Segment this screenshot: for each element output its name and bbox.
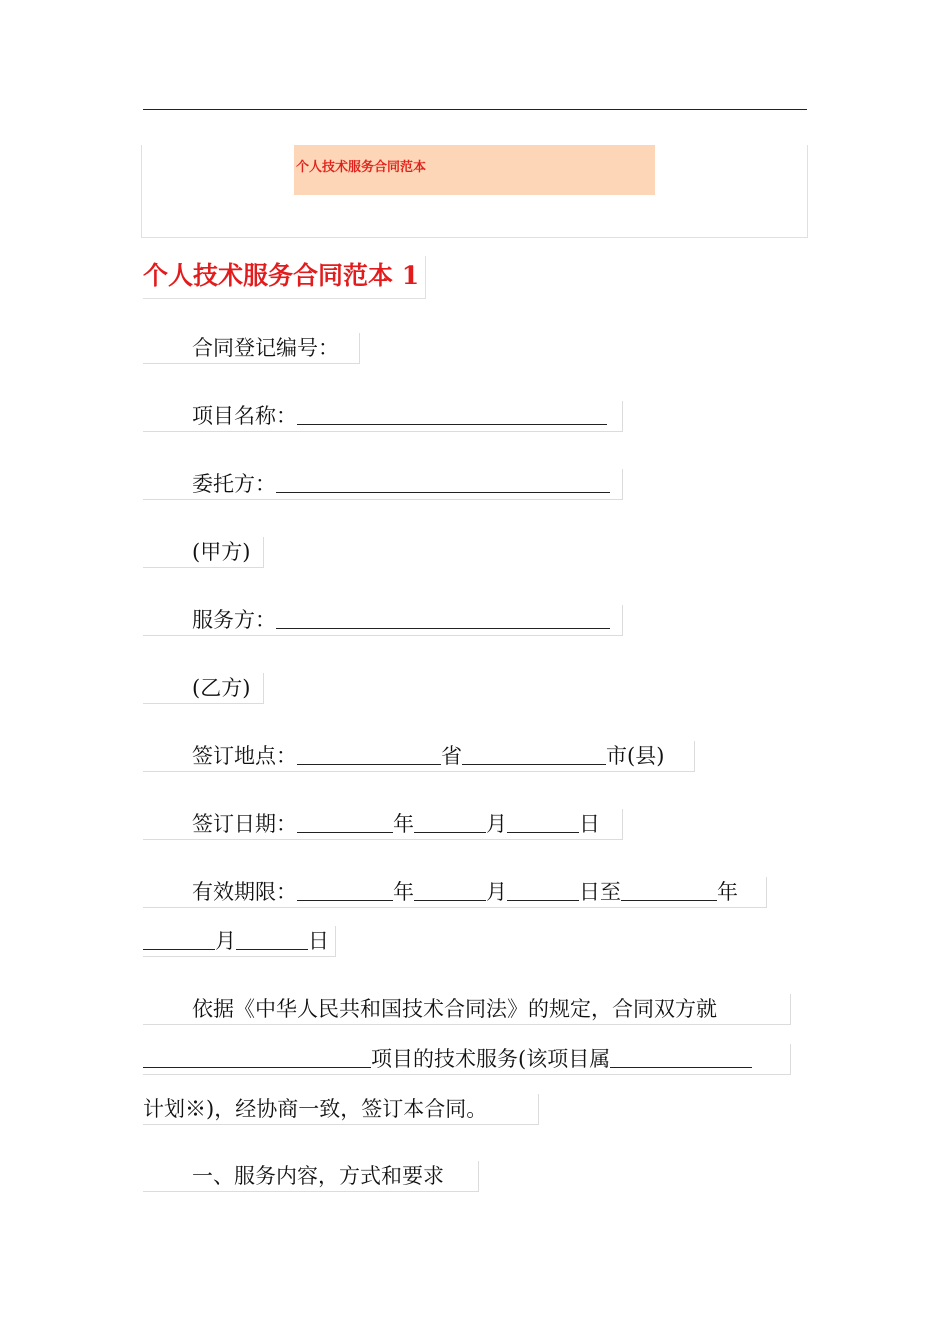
signing-place-line — [143, 741, 695, 772]
paragraph-text-3: 计划※)，经协商一致，签订本合同。 — [143, 1097, 488, 1121]
end-day-blank — [236, 929, 308, 950]
validity-label: 有效期限： — [192, 880, 297, 904]
project-name-label: 项目名称： — [192, 404, 297, 428]
paragraph-line-3 — [143, 1094, 539, 1125]
end-month-label: 月 — [215, 929, 236, 953]
validity-line-continued — [143, 926, 336, 957]
party-b-line — [143, 673, 264, 704]
signing-date-label: 签订日期： — [192, 812, 297, 836]
document-title: 个人技术服务合同范本 1 — [143, 256, 426, 299]
validity-line — [143, 877, 767, 908]
year-label: 年 — [393, 812, 414, 836]
month-label: 月 — [486, 812, 507, 836]
client-label: 委托方： — [192, 472, 276, 496]
province-blank — [297, 744, 441, 765]
party-b-label: (乙方) — [192, 676, 251, 700]
start-day-label: 日至 — [579, 880, 621, 904]
start-year-label: 年 — [393, 880, 414, 904]
day-blank — [507, 812, 579, 833]
provider-label: 服务方： — [192, 608, 276, 632]
registration-number-label: 合同登记编号： — [192, 336, 339, 360]
paragraph-line-2 — [143, 1044, 791, 1075]
provider-line — [143, 605, 623, 636]
end-month-blank — [143, 929, 215, 950]
header-banner-title: 个人技术服务合同范本 — [296, 160, 427, 175]
party-a-label: (甲方) — [192, 540, 251, 564]
project-name-blank — [297, 404, 607, 425]
end-day-label: 日 — [308, 929, 329, 953]
month-blank — [414, 812, 486, 833]
project-subject-blank — [143, 1047, 371, 1068]
city-label: 市(县) — [606, 744, 665, 768]
client-blank — [276, 472, 610, 493]
start-month-label: 月 — [486, 880, 507, 904]
client-line — [143, 469, 623, 500]
section-heading-1-text: 一、服务内容，方式和要求 — [192, 1164, 444, 1188]
end-year-blank — [621, 880, 717, 901]
party-a-line — [143, 537, 264, 568]
signing-place-label: 签订地点： — [192, 744, 297, 768]
year-blank — [297, 812, 393, 833]
plan-blank — [610, 1047, 752, 1068]
paragraph-text-1: 依据《中华人民共和国技术合同法》的规定，合同双方就 — [192, 997, 717, 1021]
start-month-blank — [414, 880, 486, 901]
province-label: 省 — [441, 744, 462, 768]
start-day-blank — [507, 880, 579, 901]
registration-number-line — [143, 333, 360, 364]
signing-date-line — [143, 809, 623, 840]
day-label: 日 — [579, 812, 600, 836]
paragraph-line-1 — [143, 994, 791, 1025]
city-blank — [462, 744, 606, 765]
end-year-label: 年 — [717, 880, 738, 904]
top-rule — [143, 109, 807, 110]
project-name-line — [143, 401, 623, 432]
provider-blank — [276, 608, 610, 629]
section-heading-1 — [143, 1161, 479, 1192]
start-year-blank — [297, 880, 393, 901]
paragraph-text-2: 项目的技术服务(该项目属 — [371, 1047, 611, 1071]
